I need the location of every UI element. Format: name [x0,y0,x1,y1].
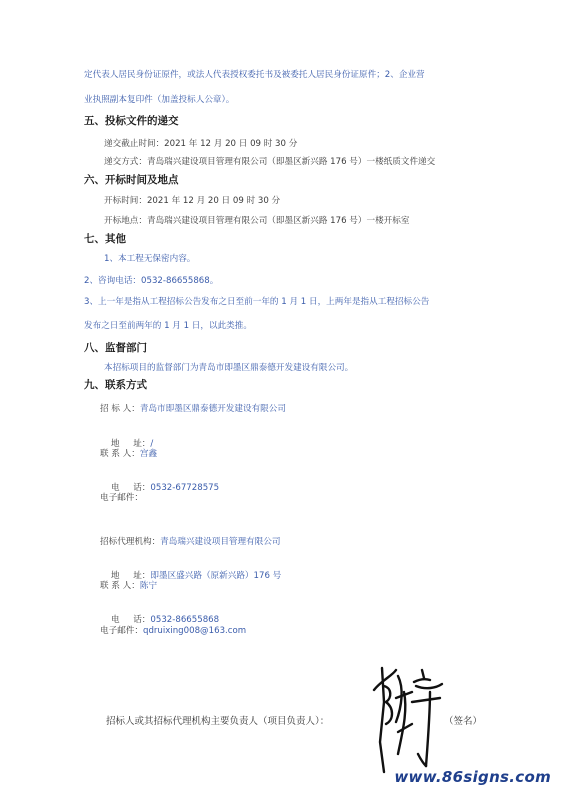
tenderer-row [100,403,286,415]
tenderer-phone-label: 电 话： [110,483,151,493]
signature-label: 招标人或其招标代理机构主要负责人（项目负责人）： [106,716,330,727]
supervision-text: 本招标项目的监督部门为青岛市即墨区鼎泰德开发建设有限公司。 [104,363,354,373]
tenderer-email-row [100,492,143,504]
agency-email-label: 电子邮件： [100,626,143,636]
handwritten-signature [368,662,454,780]
other-item-3a: 3、上一年是指从工程招标公告发布之日至前一年的 1 月 1 日，上两年是指从工程招标公告 [84,297,430,307]
agency-phone-label: 电 话： [110,615,151,625]
agency-contact-label: 联 系 人： [100,581,140,591]
agency-name: 青岛瑞兴建设项目管理有限公司 [160,537,281,547]
tenderer-address-label: 地 址： [110,439,151,449]
tenderer-contact: 宫鑫 [139,449,158,459]
signature-note: （签名） [444,716,483,727]
opening-place: 开标地点：青岛瑞兴建设项目管理有限公司（即墨区新兴路 176 号）一楼开标室 [104,216,410,226]
section-9-title: 九、联系方式 [84,379,147,391]
agency-email: qdruixing008@163.com [142,626,247,636]
tenderer-address: / [150,439,154,449]
tenderer-contact-label: 联 系 人： [100,449,140,459]
agency-contact-row [100,580,157,592]
section-6-title: 六、开标时间及地点 [84,174,179,186]
other-item-3b: 发布之日至前两年的 1 月 1 日，以此类推。 [84,321,252,331]
intro-line-2: 业执照副本复印件（加盖投标人公章）。 [84,95,235,105]
tenderer-phone: 0532-67728575 [150,483,220,493]
other-item-1: 1、本工程无保密内容。 [104,254,196,264]
opening-time: 开标时间：2021 年 12 月 20 日 09 时 30 分 [104,196,281,206]
agency-phone: 0532-86655868 [150,615,220,625]
submit-method: 递交方式：青岛瑞兴建设项目管理有限公司（即墨区新兴路 176 号）一楼纸质文件递交 [104,157,436,167]
agency-address-label: 地 址： [110,571,151,581]
watermark: www.86signs.com [394,768,551,786]
tenderer-email-label: 电子邮件： [100,493,143,503]
tenderer-name: 青岛市即墨区鼎泰德开发建设有限公司 [139,404,286,414]
intro-line-1: 定代表人居民身份证原件，或法人代表授权委托书及被委托人居民身份证原件；2、企业营 [84,70,425,80]
section-8-title: 八、监督部门 [84,342,147,354]
agency-address: 即墨区盛兴路（原新兴路）176 号 [150,571,282,581]
agency-label: 招标代理机构： [100,537,161,547]
tenderer-label: 招 标 人： [100,404,140,414]
section-5-title: 五、投标文件的递交 [84,115,179,127]
section-7-title: 七、其他 [84,233,126,245]
tenderer-contact-row [100,448,157,460]
agency-email-row [100,625,246,637]
submit-deadline: 递交截止时间：2021 年 12 月 20 日 09 时 30 分 [104,139,298,149]
agency-row [100,536,281,548]
other-item-2: 2、咨询电话：0532-86655868。 [84,276,219,286]
agency-contact: 陈宁 [139,581,158,591]
